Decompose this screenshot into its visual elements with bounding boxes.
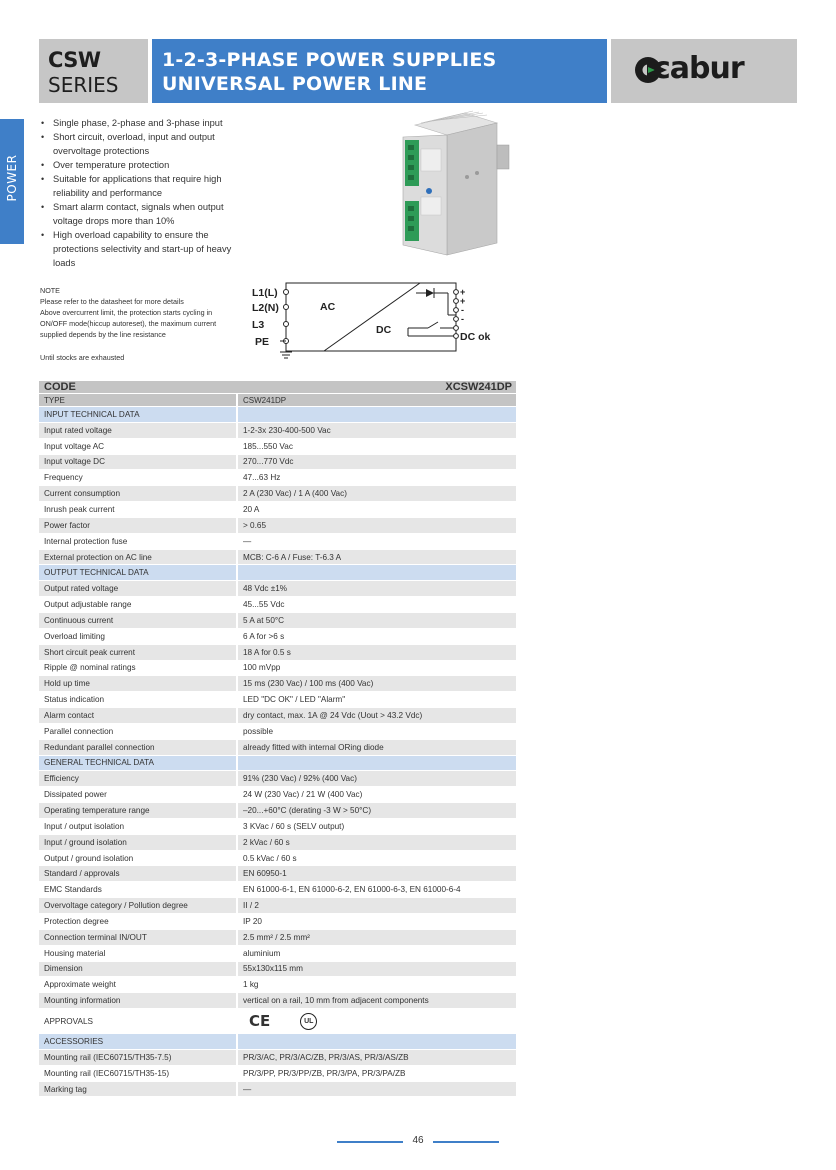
row-value: MCB: C-6 A / Fuse: T-6.3 A bbox=[237, 549, 516, 565]
table-row bbox=[39, 787, 516, 803]
table-row bbox=[39, 882, 516, 898]
feature-item: • Short circuit, overload, input and output overvoltage protections bbox=[40, 130, 240, 158]
diagram-label-l1: L1(L) bbox=[252, 287, 278, 299]
page-title-line1: 1-2-3-PHASE POWER SUPPLIES bbox=[162, 49, 497, 71]
table-row bbox=[39, 549, 516, 565]
note-heading: NOTE bbox=[40, 286, 60, 295]
row-label: OUTPUT TECHNICAL DATA bbox=[39, 565, 237, 581]
row-label: Alarm contact bbox=[39, 708, 237, 724]
diagram-label-ac: AC bbox=[320, 301, 336, 313]
title-banner bbox=[152, 39, 607, 103]
table-row bbox=[39, 644, 516, 660]
row-value: possible bbox=[237, 723, 516, 739]
row-value bbox=[237, 755, 516, 771]
row-label: ACCESSORIES bbox=[39, 1034, 237, 1050]
feature-item: • Over temperature protection bbox=[40, 158, 240, 172]
table-row bbox=[39, 676, 516, 692]
row-value: vertical on a rail, 10 mm from adjacent components bbox=[237, 993, 516, 1009]
table-row bbox=[39, 502, 516, 518]
table-row bbox=[39, 914, 516, 930]
row-label: Input / ground isolation bbox=[39, 834, 237, 850]
table-row bbox=[39, 470, 516, 486]
row-value: PR/3/PP, PR/3/PP/ZB, PR/3/PA, PR/3/PA/ZB bbox=[237, 1065, 516, 1081]
row-value: 55x130x115 mm bbox=[237, 961, 516, 977]
row-value: 91% (230 Vac) / 92% (400 Vac) bbox=[237, 771, 516, 787]
diagram-label-l3: L3 bbox=[252, 319, 265, 331]
table-row bbox=[39, 438, 516, 454]
row-value: PR/3/AC, PR/3/AC/ZB, PR/3/AS, PR/3/AS/ZB bbox=[237, 1049, 516, 1065]
diagram-label-dcok: DC ok bbox=[460, 331, 491, 343]
side-tab-label: POWER bbox=[5, 154, 19, 202]
row-value: 5 A at 50°C bbox=[237, 612, 516, 628]
row-value: IP 20 bbox=[237, 914, 516, 930]
note-block bbox=[40, 285, 240, 363]
series-box bbox=[39, 39, 148, 103]
row-label: External protection on AC line bbox=[39, 549, 237, 565]
feature-item: • Smart alarm contact, signals when output voltage drops more than 10% bbox=[40, 200, 240, 228]
product-image bbox=[395, 105, 515, 265]
row-label: Short circuit peak current bbox=[39, 644, 237, 660]
page-title-line2: UNIVERSAL POWER LINE bbox=[162, 73, 428, 95]
row-label: Parallel connection bbox=[39, 723, 237, 739]
table-row bbox=[39, 422, 516, 438]
circuit-diagram bbox=[250, 278, 510, 363]
row-value: — bbox=[237, 1081, 516, 1097]
row-label: EMC Standards bbox=[39, 882, 237, 898]
diagram-plus: + bbox=[460, 296, 466, 306]
row-value: > 0.65 bbox=[237, 517, 516, 533]
table-row bbox=[39, 866, 516, 882]
row-value: already fitted with internal ORing diode bbox=[237, 739, 516, 755]
row-label: Mounting information bbox=[39, 993, 237, 1009]
row-value bbox=[237, 1009, 516, 1034]
diagram-minus: - bbox=[461, 305, 464, 315]
table-row bbox=[39, 739, 516, 755]
row-label: Input voltage AC bbox=[39, 438, 237, 454]
table-row bbox=[39, 818, 516, 834]
table-section-header bbox=[39, 407, 516, 423]
table-row bbox=[39, 1065, 516, 1081]
row-label: Inrush peak current bbox=[39, 502, 237, 518]
table-row bbox=[39, 486, 516, 502]
note-until: Until stocks are exhausted bbox=[40, 353, 125, 362]
table-row bbox=[39, 533, 516, 549]
table-row bbox=[39, 723, 516, 739]
row-value: EN 61000-6-1, EN 61000-6-2, EN 61000-6-3, EN 61000-6-4 bbox=[237, 882, 516, 898]
table-row bbox=[39, 929, 516, 945]
row-value: 2 A (230 Vac) / 1 A (400 Vac) bbox=[237, 486, 516, 502]
table-row bbox=[39, 834, 516, 850]
row-label: Operating temperature range bbox=[39, 803, 237, 819]
row-value: LED "DC OK" / LED "Alarm" bbox=[237, 692, 516, 708]
row-label: Mounting rail (IEC60715/TH35-15) bbox=[39, 1065, 237, 1081]
table-row bbox=[39, 628, 516, 644]
row-label: Input voltage DC bbox=[39, 454, 237, 470]
diagram-label-l2: L2(N) bbox=[252, 302, 279, 314]
logo-text: cabur bbox=[653, 51, 744, 86]
table-row bbox=[39, 612, 516, 628]
row-label: Output / ground isolation bbox=[39, 850, 237, 866]
table-row bbox=[39, 1081, 516, 1097]
row-value: 1 kg bbox=[237, 977, 516, 993]
row-label: Dimension bbox=[39, 961, 237, 977]
table-row bbox=[39, 803, 516, 819]
table-row bbox=[39, 517, 516, 533]
row-value: 2 kVac / 60 s bbox=[237, 834, 516, 850]
row-label: Dissipated power bbox=[39, 787, 237, 803]
row-value: 47...63 Hz bbox=[237, 470, 516, 486]
row-label: APPROVALS bbox=[39, 1009, 237, 1034]
row-value: 0.5 kVac / 60 s bbox=[237, 850, 516, 866]
row-label: Output rated voltage bbox=[39, 581, 237, 597]
table-row bbox=[39, 850, 516, 866]
diagram-label-pe: PE bbox=[255, 336, 270, 348]
feature-list bbox=[40, 116, 240, 270]
table-row bbox=[39, 993, 516, 1009]
row-label: Frequency bbox=[39, 470, 237, 486]
row-label: Status indication bbox=[39, 692, 237, 708]
logo-box bbox=[611, 39, 797, 103]
row-value: EN 60950-1 bbox=[237, 866, 516, 882]
table-row bbox=[39, 771, 516, 787]
row-label: Continuous current bbox=[39, 612, 237, 628]
spec-table bbox=[39, 381, 516, 1097]
page-number: 46 bbox=[403, 1134, 433, 1148]
row-label: Output adjustable range bbox=[39, 597, 237, 613]
row-value bbox=[237, 407, 516, 423]
row-label: GENERAL TECHNICAL DATA bbox=[39, 755, 237, 771]
type-label: TYPE bbox=[39, 394, 237, 407]
diagram-plus: + bbox=[460, 287, 466, 297]
row-value: 20 A bbox=[237, 502, 516, 518]
row-value: 1-2-3x 230-400-500 Vac bbox=[237, 422, 516, 438]
table-row bbox=[39, 708, 516, 724]
row-label: Overvoltage category / Pollution degree bbox=[39, 898, 237, 914]
row-label: Input / output isolation bbox=[39, 818, 237, 834]
table-section-header bbox=[39, 1034, 516, 1050]
table-row bbox=[39, 898, 516, 914]
row-label: INPUT TECHNICAL DATA bbox=[39, 407, 237, 423]
row-value: –20...+60°C (derating -3 W > 50°C) bbox=[237, 803, 516, 819]
note-line: Above overcurrent limit, the protection starts cycling in ON/OFF mode(hiccup autoreset), the maximum current supplied depends by the line resistance bbox=[40, 308, 217, 339]
code-value: XCSW241DP bbox=[445, 381, 512, 393]
row-value: 45...55 Vdc bbox=[237, 597, 516, 613]
row-value: 185...550 Vac bbox=[237, 438, 516, 454]
row-value: 15 ms (230 Vac) / 100 ms (400 Vac) bbox=[237, 676, 516, 692]
row-value: 3 KVac / 60 s (SELV output) bbox=[237, 818, 516, 834]
table-section-header bbox=[39, 565, 516, 581]
table-row bbox=[39, 1049, 516, 1065]
series-code: CSW bbox=[48, 48, 101, 72]
diagram-minus: - bbox=[461, 314, 464, 324]
table-section-header bbox=[39, 755, 516, 771]
row-value: dry contact, max. 1A @ 24 Vdc (Uout > 43.2 Vdc) bbox=[237, 708, 516, 724]
row-value: — bbox=[237, 533, 516, 549]
row-value: 6 A for >6 s bbox=[237, 628, 516, 644]
table-row bbox=[39, 977, 516, 993]
feature-item: • Single phase, 2-phase and 3-phase input bbox=[40, 116, 240, 130]
ce-mark-icon: CE bbox=[249, 1012, 271, 1031]
table-row bbox=[39, 961, 516, 977]
row-label: Connection terminal IN/OUT bbox=[39, 929, 237, 945]
table-row bbox=[39, 597, 516, 613]
row-value: II / 2 bbox=[237, 898, 516, 914]
row-label: Current consumption bbox=[39, 486, 237, 502]
row-label: Internal protection fuse bbox=[39, 533, 237, 549]
table-row bbox=[39, 692, 516, 708]
table-header-type bbox=[39, 394, 516, 407]
row-label: Protection degree bbox=[39, 914, 237, 930]
table-header-code bbox=[39, 381, 516, 394]
row-value: 48 Vdc ±1% bbox=[237, 581, 516, 597]
table-row bbox=[39, 581, 516, 597]
row-label: Efficiency bbox=[39, 771, 237, 787]
code-label: CODE bbox=[44, 381, 76, 393]
row-label: Ripple @ nominal ratings bbox=[39, 660, 237, 676]
row-value: 2.5 mm² / 2.5 mm² bbox=[237, 929, 516, 945]
table-row bbox=[39, 1009, 516, 1034]
type-value: CSW241DP bbox=[237, 394, 516, 407]
row-label: Input rated voltage bbox=[39, 422, 237, 438]
series-label: SERIES bbox=[48, 73, 119, 97]
row-value bbox=[237, 565, 516, 581]
row-label: Standard / approvals bbox=[39, 866, 237, 882]
row-label: Hold up time bbox=[39, 676, 237, 692]
row-label: Housing material bbox=[39, 945, 237, 961]
row-label: Approximate weight bbox=[39, 977, 237, 993]
table-row bbox=[39, 454, 516, 470]
row-label: Power factor bbox=[39, 517, 237, 533]
note-line: Please refer to the datasheet for more details bbox=[40, 297, 184, 306]
side-tab-power bbox=[0, 119, 24, 244]
row-label: Mounting rail (IEC60715/TH35-7.5) bbox=[39, 1049, 237, 1065]
row-label: Overload limiting bbox=[39, 628, 237, 644]
row-value bbox=[237, 1034, 516, 1050]
table-row bbox=[39, 945, 516, 961]
feature-item: • High overload capability to ensure the protections selectivity and start-up of heavy loads bbox=[40, 228, 240, 270]
row-value: 18 A for 0.5 s bbox=[237, 644, 516, 660]
feature-item: • Suitable for applications that require high reliability and performance bbox=[40, 172, 240, 200]
ul-mark-icon: UL bbox=[300, 1013, 317, 1030]
row-value: 100 mVpp bbox=[237, 660, 516, 676]
row-label: Marking tag bbox=[39, 1081, 237, 1097]
row-value: aluminium bbox=[237, 945, 516, 961]
row-value: 270...770 Vdc bbox=[237, 454, 516, 470]
row-label: Redundant parallel connection bbox=[39, 739, 237, 755]
table-row bbox=[39, 660, 516, 676]
row-value: 24 W (230 Vac) / 21 W (400 Vac) bbox=[237, 787, 516, 803]
diagram-label-dc: DC bbox=[376, 324, 392, 336]
